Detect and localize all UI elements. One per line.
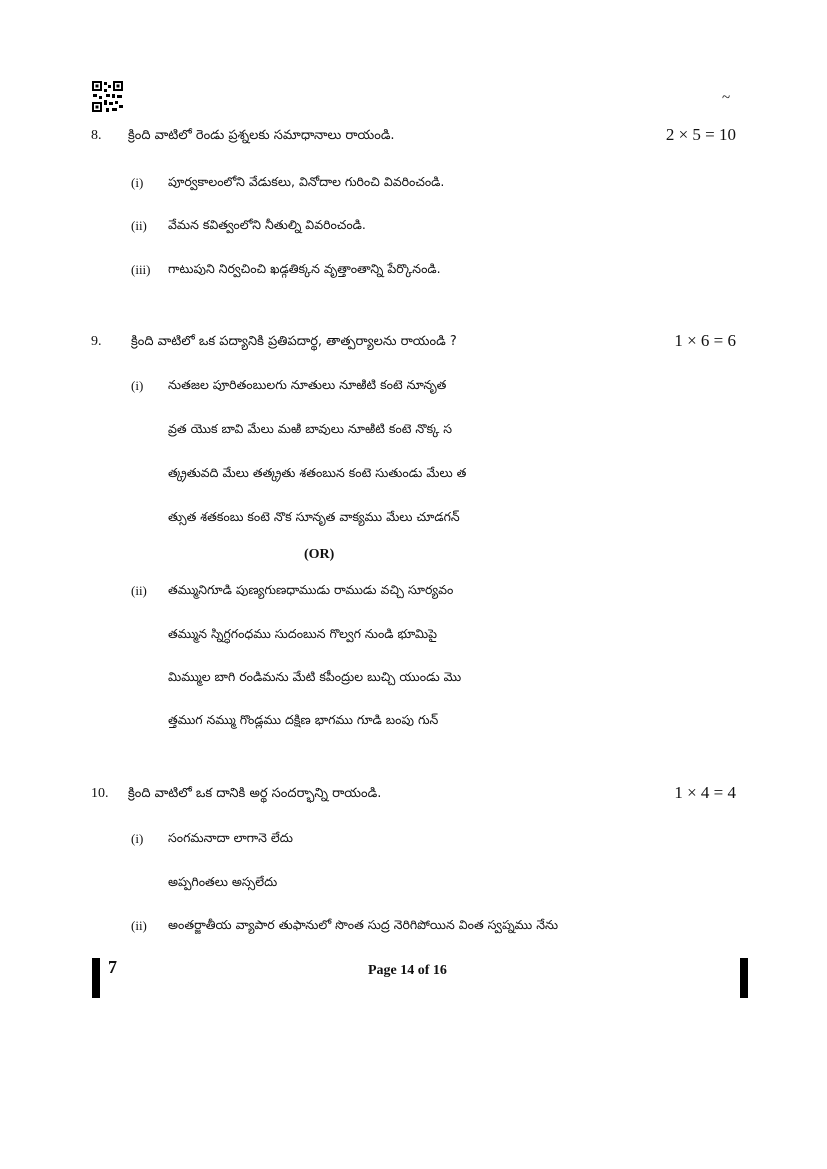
sub-label: (i): [131, 831, 144, 846]
sub-text: అంతర్జాతీయ వ్యాపార తుఫానులో సొంత సుద్ర నెరిగిపోయిన వింత స్వప్నము నేను: [168, 917, 559, 932]
or-separator: (OR): [304, 547, 335, 562]
poem-line: నుతజల పూరితంబులగు నూతులు నూఱిటి కంటె నూనృత: [168, 377, 447, 392]
footer-left-bar: [92, 958, 100, 998]
poem-line: త్సుత శతకంబు కంటె నొక సూనృత వాక్యము మేలు చూడగన్: [168, 509, 460, 524]
poem-line: త్తముగ నమ్ము గొండ్లము దక్షిణ భాగము గూడి బంపు గున్: [168, 712, 439, 727]
poem-line: వ్రత యొక బావి మేలు మఱి బావులు నూఱిటి కంటె నొక్క స: [168, 421, 452, 436]
sub-text: వేమన కవిత్వంలోని నీతుల్ని వివరించండి.: [168, 217, 366, 232]
poem-line: తమ్మున స్నిగ్ధగంధము సుదంబున గొల్వగ నుండి భూమిపై: [168, 626, 437, 641]
question-marks: 1 × 4 = 4: [674, 783, 736, 802]
sub-label: (i): [131, 175, 144, 190]
question-number: 10.: [91, 786, 109, 801]
question-number: 9.: [91, 334, 102, 349]
question-number: 8.: [91, 128, 102, 143]
question-prompt: క్రింది వాటిలో ఒక దానికి అర్థ సందర్భాన్ని రాయండి.: [128, 786, 382, 801]
poem-line: సంగమనాదా లాగానె లేదు: [168, 830, 293, 845]
sub-label: (iii): [131, 262, 151, 277]
footer-right-bar: [740, 958, 748, 998]
poem-line: అప్పగింతలు అస్సలేదు: [168, 874, 278, 889]
question-prompt: క్రింది వాటిలో రెండు ప్రశ్నలకు సమాధానాలు రాయండి.: [128, 128, 395, 143]
sub-text: పూర్వకాలంలోని వేడుకలు, వినోదాల గురించి వివరించండి.: [168, 174, 445, 189]
qr-code-icon: [91, 80, 124, 113]
footer-code: 7: [108, 957, 117, 977]
sub-label: (ii): [131, 583, 147, 598]
question-prompt: క్రింది వాటిలో ఒక పద్యానికి ప్రతిపదార్థ, తాత్పర్యాలను రాయండి ?: [131, 334, 457, 349]
poem-line: తమ్మునిగూడి పుణ్యగుణధాముడు రాముడు వచ్చి సూర్యవం: [168, 582, 454, 597]
question-marks: 1 × 6 = 6: [674, 331, 736, 350]
sub-label: (i): [131, 378, 144, 393]
poem-line: త్క్రతువది మేలు తత్క్రతు శతంబున కంటె సుతుండు మేలు త: [168, 465, 467, 480]
page-number: Page 14 of 16: [368, 963, 447, 978]
tilde-mark: ~: [722, 90, 731, 106]
sub-label: (ii): [131, 218, 147, 233]
sub-text: గాటుపుని నిర్వచించి ఖడ్గతిక్కన వృత్తాంతాన్ని పేర్కొనండి.: [168, 261, 441, 276]
poem-line: మిమ్ముల బాగి రండిమను మేటి కపీంద్రుల బుచ్చి యుండు మొ: [168, 669, 462, 684]
question-marks: 2 × 5 = 10: [665, 125, 736, 144]
sub-label: (ii): [131, 918, 147, 933]
